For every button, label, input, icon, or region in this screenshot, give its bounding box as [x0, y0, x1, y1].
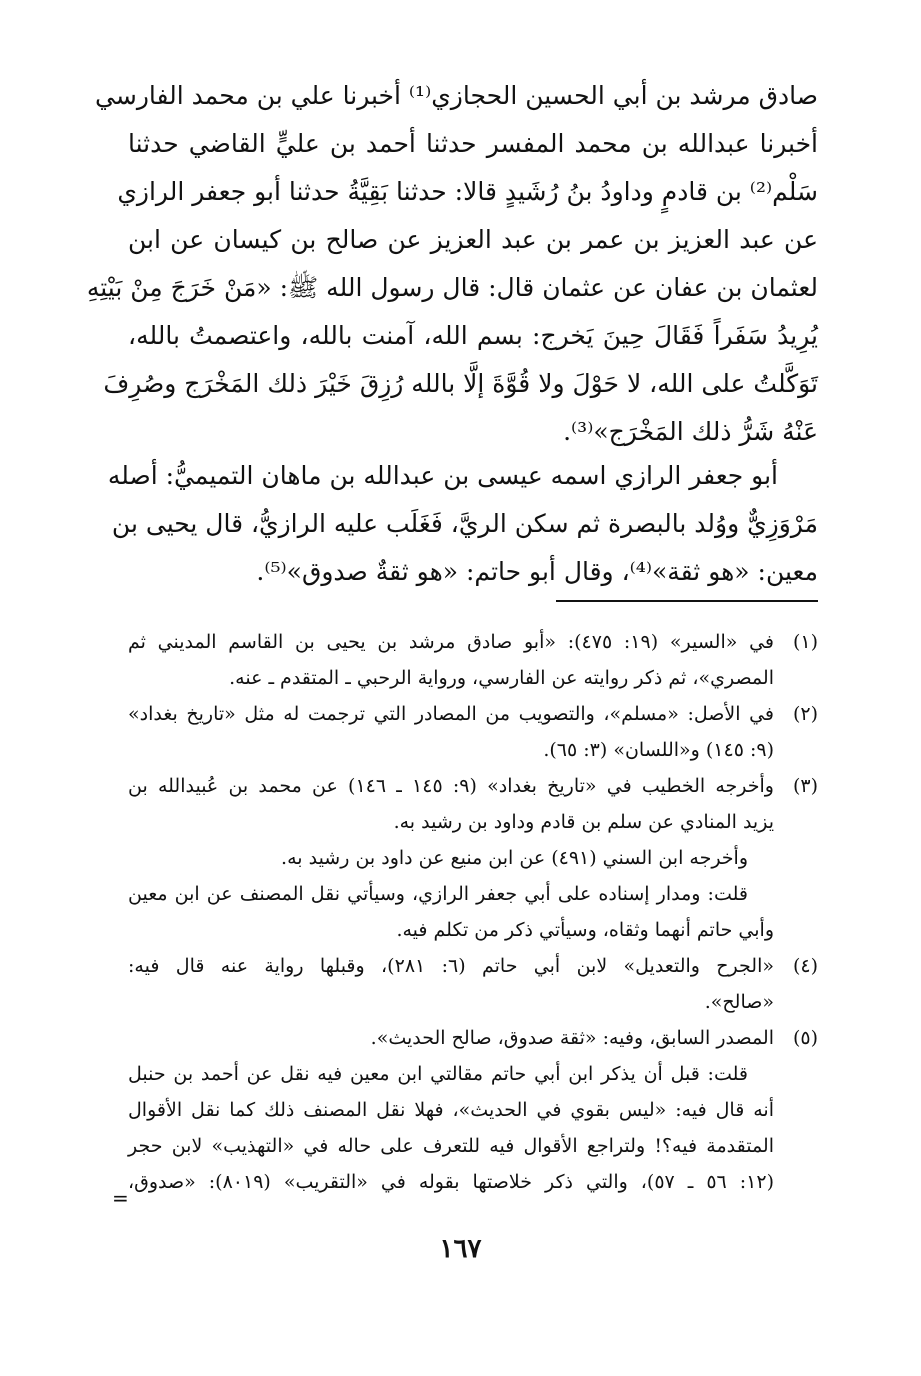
footnote-number: (١): [792, 631, 818, 653]
footnote-line: (١٢: ٥٦ ـ ٥٧)، والتي ذكر خلاصتها بقوله في «التقريب» (٨٠١٩): «صدوق،: [128, 1171, 774, 1193]
footnote-line: وأخرجه الخطيب في «تاريخ بغداد» (٩: ١٤٥ ـ ١٤٦) عن محمد بن عُبيدالله بن: [128, 775, 774, 797]
main-line: يُرِيدُ سَفَراً فَقَالَ حِينَ يَخرج: بسم الله، آمنت بالله، واعتصمتُ بالله،: [128, 321, 818, 350]
footnote-line: (٩: ١٤٥) و«اللسان» (٣: ٦٥).: [543, 739, 774, 761]
footnotes: [128, 624, 818, 1200]
main-line: أخبرنا عبدالله بن محمد المفسر حدثنا أحمد بن عليٍّ القاضي حدثنا: [128, 129, 818, 158]
footnote-4: [128, 948, 818, 1020]
footnote-line: قلت: ومدار إسناده على أبي جعفر الرازي، وسيأتي نقل المصنف عن ابن معين: [128, 883, 748, 905]
footnote-number: (٣): [792, 775, 818, 797]
footnote-5: [128, 1020, 818, 1200]
main-line: معين: «هو ثقة»⁽⁴⁾، وقال أبو حاتم: «هو ثقةٌ صدوق»⁽⁵⁾.: [256, 557, 818, 586]
main-line: عن عبد العزيز بن عمر بن عبد العزيز عن صالح بن كيسان عن ابن: [128, 225, 818, 254]
footnote-line: «صالح».: [704, 991, 774, 1013]
main-line: أبو جعفر الرازي اسمه عيسى بن عبدالله بن ماهان التميميُّ: أصله: [107, 461, 778, 490]
main-line: سَلْم⁽²⁾ بن قادمٍ وداودُ بنُ رُشَيدٍ قالا: حدثنا بَقِيَّةُ حدثنا أبو جعفر الرازي: [117, 177, 818, 206]
main-line: لعثمان بن عفان عن عثمان قال: قال رسول الله ﷺ: «مَنْ خَرَجَ مِنْ بَيْتِهِ: [86, 273, 818, 302]
footnote-line: المتقدمة فيه؟! ولتراجع الأقوال فيه للتعرف على حاله في «التهذيب» لابن حجر: [128, 1135, 774, 1157]
footnote-line: وأخرجه ابن السني (٤٩١) عن ابن منيع عن داود بن رشيد به.: [281, 847, 748, 869]
footnote-line: أنه قال فيه: «ليس بقوي في الحديث»، فهلا نقل المصنف ذلك كما نقل الأقوال: [128, 1099, 774, 1121]
footnote-1: [128, 624, 818, 696]
main-paragraph-2: [107, 452, 818, 596]
page-number: ١٦٧: [439, 1234, 482, 1264]
footnote-number: (٤): [792, 955, 818, 977]
footnote-separator: [556, 600, 818, 602]
footnote-3: [128, 768, 818, 948]
continuation-mark: =: [112, 1186, 129, 1210]
footnote-line: قلت: قبل أن يذكر ابن أبي حاتم مقالتي ابن معين فيه نقل عن أحمد بن حنبل: [128, 1063, 748, 1085]
footnote-line: يزيد المنادي عن سلم بن قادم وداود بن رشيد به.: [393, 811, 774, 833]
main-paragraph-1: [86, 72, 818, 456]
footnote-line: في «السير» (١٩: ٤٧٥): «أبو صادق مرشد بن يحيى بن القاسم المديني ثم: [128, 631, 774, 653]
main-line: عَنْهُ شَرُّ ذلك المَخْرَج»⁽³⁾.: [563, 417, 818, 446]
main-line: مَرْوَزِيٌّ ووُلد بالبصرة ثم سكن الريَّ، فَغَلَب عليه الرازيُّ، قال يحيى بن: [111, 509, 818, 538]
footnote-line: في الأصل: «مسلم»، والتصويب من المصادر التي ترجمت له مثل «تاريخ بغداد»: [128, 703, 774, 725]
footnote-line: وأبي حاتم أنهما وثقاه، وسيأتي ذكر من تكلم فيه.: [396, 919, 774, 941]
main-line: صادق مرشد بن أبي الحسين الحجازي⁽¹⁾ أخبرنا علي بن محمد الفارسي: [95, 81, 818, 110]
footnote-number: (٥): [792, 1027, 818, 1049]
footnote-line: المصدر السابق، وفيه: «ثقة صدوق، صالح الحديث».: [370, 1027, 774, 1049]
footnote-line: «الجرح والتعديل» لابن أبي حاتم (٦: ٢٨١)، وقبلها رواية عنه قال فيه:: [128, 955, 774, 977]
footnote-line: المصري»، ثم ذكر روايته عن الفارسي، ورواية الرحبي ـ المتقدم ـ عنه.: [229, 667, 774, 689]
footnote-number: (٢): [792, 703, 818, 725]
main-line: تَوَكَّلتُ على الله، لا حَوْلَ ولا قُوَّةَ إلَّا بالله رُزِقَ خَيْرَ ذلك المَخْرَج وصُرِفَ: [103, 369, 818, 398]
footnote-2: [128, 696, 818, 768]
